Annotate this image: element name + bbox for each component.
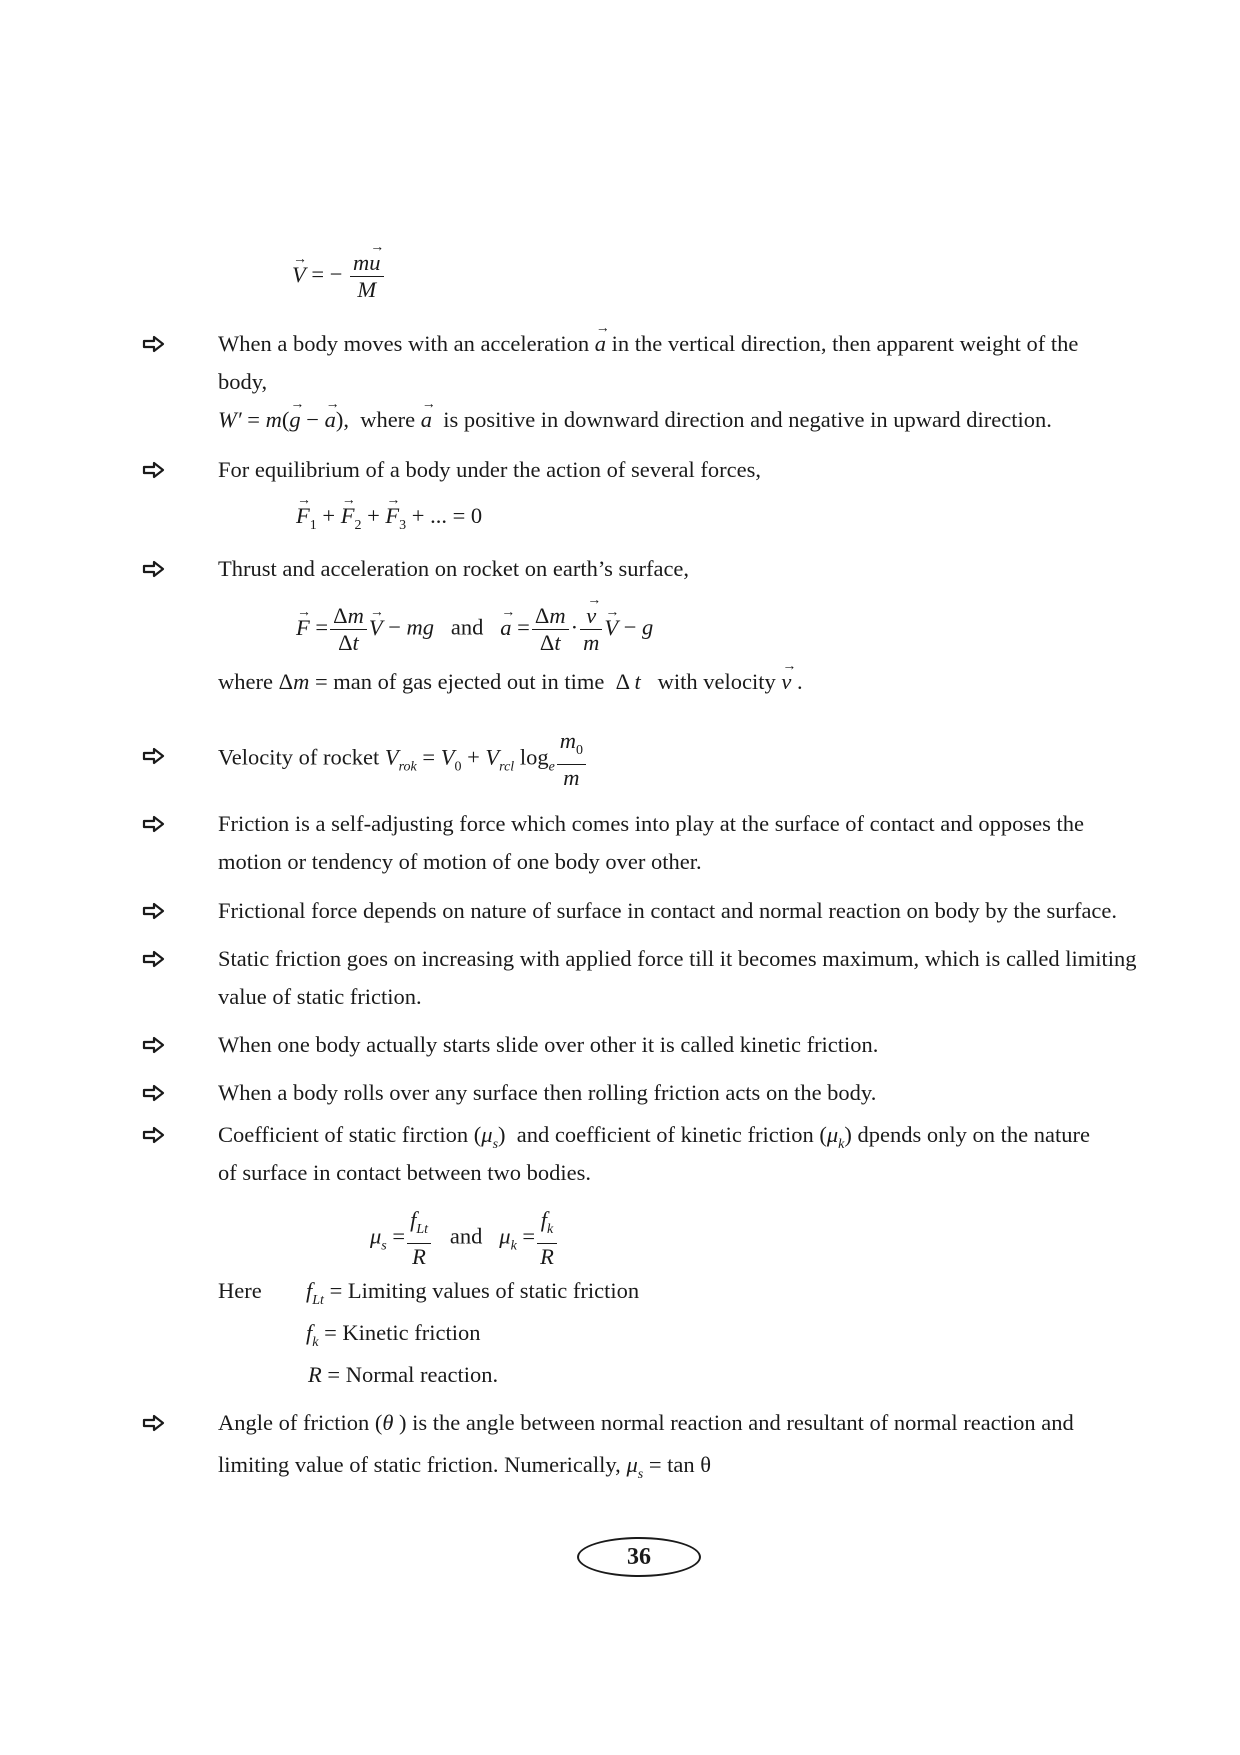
b11-line1: Angle of friction (θ ) is the angle between normal reaction and resultant of normal reaction and <box>218 1410 1074 1435</box>
arrow-bullet-icon <box>142 559 166 581</box>
b8-line1: When one body actually starts slide over other it is called kinetic friction. <box>218 1032 879 1057</box>
arrow-bullet-icon <box>142 1125 166 1147</box>
b9-line1: When a body rolls over any surface then rolling friction acts on the body. <box>218 1080 877 1105</box>
formula-velocity-recoil: → V = − $\frac{m\to u}{M}$ <box>292 250 386 303</box>
b10-line2: of surface in contact between two bodies. <box>218 1160 591 1185</box>
page-number: 36 <box>577 1537 701 1577</box>
b5-line1: Friction is a self-adjusting force which comes into play at the surface of contact and opposes the <box>218 811 1084 836</box>
b1-line1: When a body moves with an acceleration → a in the vertical direction, then apparent weight of the <box>218 330 1078 358</box>
b7-line1: Static friction goes on increasing with applied force till it becomes maximum, which is called limiting <box>218 946 1137 971</box>
friction-coefficient-formulas: $\mu_s$ = $\frac{f_{Lt}}{R}$ and $\mu_k$ = $\frac{f_k}{R}$ <box>370 1207 559 1270</box>
arrow-bullet-icon <box>142 334 166 356</box>
def-kinetic-friction: $f_k$ = Kinetic friction <box>306 1320 481 1350</box>
b3-where-line: where Δm = man of gas ejected out in time Δ t with velocity → v . <box>218 668 803 696</box>
b11-line2: limiting value of static friction. Numerically, $\mu_s = \tan \theta$ <box>218 1452 712 1482</box>
equilibrium-formula: → $F_1$ + → $F_2$ + → $F_3$ + ... = 0 <box>296 502 482 540</box>
b3-line1: Thrust and acceleration on rocket on earth’s surface, <box>218 556 690 581</box>
b10-line1: Coefficient of static firction $(\mu_s)$ and coefficient of kinetic friction $(\mu_k)$ dpends only on the nature <box>218 1122 1090 1152</box>
def-normal-reaction: R = Normal reaction. <box>308 1362 499 1387</box>
arrow-bullet-icon <box>142 1083 166 1105</box>
arrow-bullet-icon <box>142 949 166 971</box>
b5-line2: motion or tendency of motion of one body over other. <box>218 849 702 874</box>
b2-line1: For equilibrium of a body under the action of several forces, <box>218 457 761 482</box>
b1-line2: body, <box>218 369 268 394</box>
arrow-bullet-icon <box>142 460 166 482</box>
b6-line1: Frictional force depends on nature of surface in contact and normal reaction on body by the surface. <box>218 898 1118 923</box>
def-limiting-friction: $f_{Lt}$ = Limiting values of static friction <box>306 1278 640 1308</box>
b1-line3: W′ = m(→ g − → a), where → a is positive in downward direction and negative in upward direction. <box>218 406 1052 434</box>
thrust-formula: → F = $\frac{\Delta m}{\Delta t}$ → V − mg and → a = $\frac{\Delta m}{\Delta t}$ · → $\frac{v}{m}$ → V − g <box>296 603 653 656</box>
arrow-bullet-icon <box>142 746 166 768</box>
b4-rocket-velocity: Velocity of rocket $V_{rok} = V_0 + V_{rcl}$ $\log_e$ $\frac{m_0}{m}$ <box>218 728 588 791</box>
b7-line2: value of static friction. <box>218 984 422 1009</box>
arrow-bullet-icon <box>142 1035 166 1057</box>
arrow-bullet-icon <box>142 901 166 923</box>
arrow-bullet-icon <box>142 814 166 836</box>
arrow-bullet-icon <box>142 1413 166 1435</box>
here-label: Here <box>218 1278 262 1303</box>
